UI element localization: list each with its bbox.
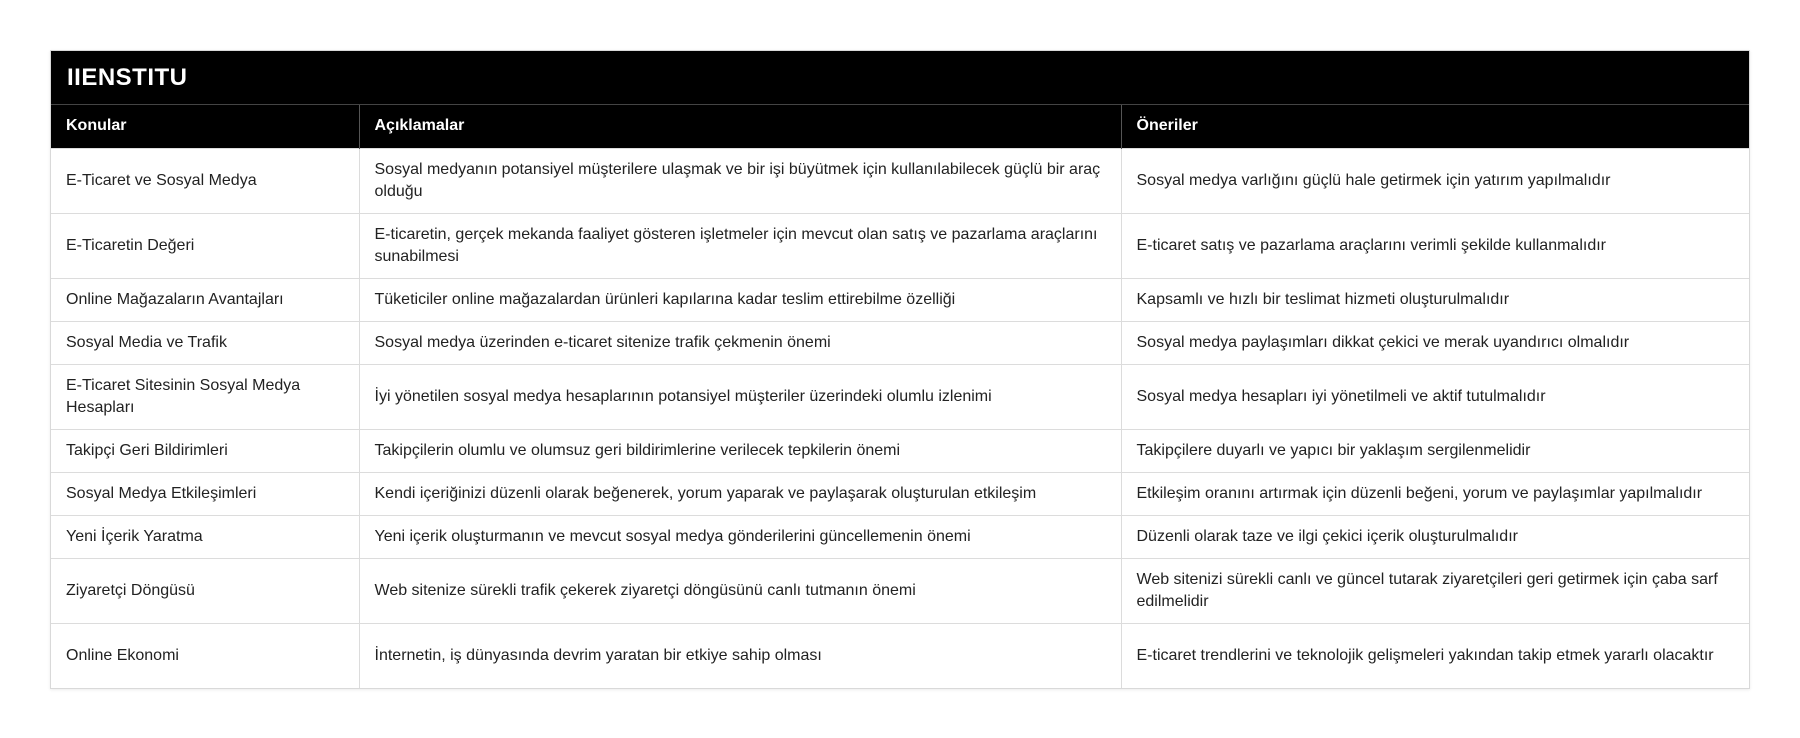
table-row <box>51 429 1749 472</box>
table-row <box>51 515 1749 558</box>
cell-recommendation: Sosyal medya paylaşımları dikkat çekici ve merak uyandırıcı olmalıdır <box>1121 321 1749 364</box>
cell-recommendation: Takipçilere duyarlı ve yapıcı bir yaklaşım sergilenmelidir <box>1121 429 1749 472</box>
table-row <box>51 364 1749 429</box>
cell-topic: Sosyal Medya Etkileşimleri <box>51 472 359 515</box>
cell-topic: E-Ticaret ve Sosyal Medya <box>51 148 359 213</box>
cell-recommendation: Kapsamlı ve hızlı bir teslimat hizmeti oluşturulmalıdır <box>1121 278 1749 321</box>
cell-topic: E-Ticaretin Değeri <box>51 213 359 278</box>
cell-topic: Sosyal Media ve Trafik <box>51 321 359 364</box>
cell-topic: Online Ekonomi <box>51 623 359 688</box>
cell-description: Sosyal medya üzerinden e-ticaret sitenize trafik çekmenin önemi <box>359 321 1121 364</box>
cell-recommendation: Sosyal medya varlığını güçlü hale getirmek için yatırım yapılmalıdır <box>1121 148 1749 213</box>
cell-description: Web sitenize sürekli trafik çekerek ziyaretçi döngüsünü canlı tutmanın önemi <box>359 558 1121 623</box>
cell-recommendation: Etkileşim oranını artırmak için düzenli beğeni, yorum ve paylaşımlar yapılmalıdır <box>1121 472 1749 515</box>
table-row <box>51 558 1749 623</box>
table-row <box>51 148 1749 213</box>
column-header-konular: Konular <box>51 105 359 148</box>
cell-description: Tüketiciler online mağazalardan ürünleri kapılarına kadar teslim ettirebilme özelliği <box>359 278 1121 321</box>
cell-topic: Yeni İçerik Yaratma <box>51 515 359 558</box>
table-row <box>51 472 1749 515</box>
cell-topic: E-Ticaret Sitesinin Sosyal Medya Hesapları <box>51 364 359 429</box>
cell-recommendation: E-ticaret satış ve pazarlama araçlarını verimli şekilde kullanmalıdır <box>1121 213 1749 278</box>
content-table <box>51 105 1749 688</box>
cell-description: Yeni içerik oluşturmanın ve mevcut sosyal medya gönderilerini güncellemenin önemi <box>359 515 1121 558</box>
cell-description: İyi yönetilen sosyal medya hesaplarının potansiyel müşteriler üzerindeki olumlu izlenimi <box>359 364 1121 429</box>
cell-description: Takipçilerin olumlu ve olumsuz geri bildirimlerine verilecek tepkilerin önemi <box>359 429 1121 472</box>
cell-description: Sosyal medyanın potansiyel müşterilere ulaşmak ve bir işi büyütmek için kullanılabilecek güçlü bir araç olduğu <box>359 148 1121 213</box>
table-row <box>51 278 1749 321</box>
column-header-oneriler: Öneriler <box>1121 105 1749 148</box>
cell-description: İnternetin, iş dünyasında devrim yaratan bir etkiye sahip olması <box>359 623 1121 688</box>
content-table-container <box>50 50 1750 689</box>
table-row <box>51 213 1749 278</box>
table-row <box>51 321 1749 364</box>
table-header-row <box>51 105 1749 148</box>
cell-recommendation: Web sitenizi sürekli canlı ve güncel tutarak ziyaretçileri geri getirmek için çaba sarf edilmelidir <box>1121 558 1749 623</box>
cell-topic: Ziyaretçi Döngüsü <box>51 558 359 623</box>
cell-description: Kendi içeriğinizi düzenli olarak beğenerek, yorum yaparak ve paylaşarak oluşturulan etkileşim <box>359 472 1121 515</box>
cell-recommendation: Düzenli olarak taze ve ilgi çekici içerik oluşturulmalıdır <box>1121 515 1749 558</box>
table-row <box>51 623 1749 688</box>
cell-recommendation: Sosyal medya hesapları iyi yönetilmeli ve aktif tutulmalıdır <box>1121 364 1749 429</box>
column-header-aciklamalar: Açıklamalar <box>359 105 1121 148</box>
cell-description: E-ticaretin, gerçek mekanda faaliyet gösteren işletmeler için mevcut olan satış ve pazarlama araçlarını sunabilmesi <box>359 213 1121 278</box>
cell-topic: Takipçi Geri Bildirimleri <box>51 429 359 472</box>
cell-recommendation: E-ticaret trendlerini ve teknolojik gelişmeleri yakından takip etmek yararlı olacaktır <box>1121 623 1749 688</box>
table-title: IIENSTITU <box>51 51 1749 105</box>
cell-topic: Online Mağazaların Avantajları <box>51 278 359 321</box>
